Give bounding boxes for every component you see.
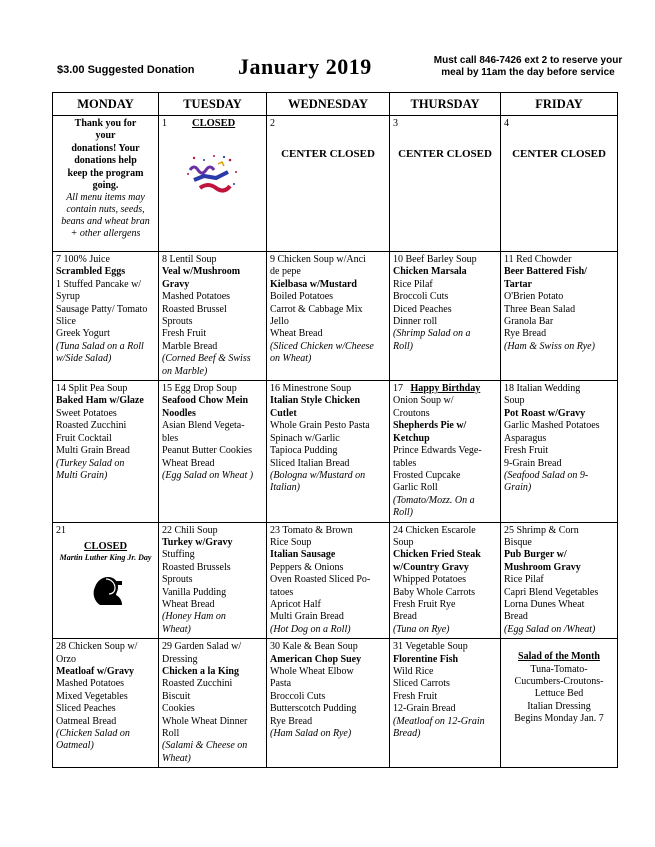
menu-item: Bread (504, 611, 528, 623)
menu-item: Seafood Chow Mein (162, 395, 249, 407)
menu-item: (Bologna w/Mustard on (270, 469, 366, 481)
menu-item: 31 Vegetable Soup (393, 641, 468, 653)
thanks-line: donations! Your (71, 142, 140, 154)
menu-item: Wheat Bread (270, 328, 323, 340)
menu-item: Butterscotch Pudding (270, 703, 357, 715)
menu-item: Multi Grain) (56, 469, 108, 481)
page-header (0, 0, 655, 92)
menu-item: Sprouts (162, 574, 193, 586)
salad-line: Begins Monday Jan. 7 (514, 713, 604, 725)
menu-item: Chicken a la King (162, 666, 239, 677)
menu-item: bles (162, 432, 179, 444)
happy-new-year-icon (184, 154, 240, 194)
menu-item: (Tuna Salad on a Roll (56, 340, 144, 352)
menu-item: 15 Egg Drop Soup (162, 383, 237, 395)
menu-item: 8 Lentil Soup (162, 254, 217, 265)
day-cell-14 (53, 381, 159, 522)
center-closed-label: CENTER CLOSED (512, 148, 606, 161)
menu-item: (Tomato/Mozz. On a (393, 494, 475, 506)
menu-item: Oven Roasted Sliced Po- (270, 574, 371, 586)
menu-item: Grain) (504, 482, 532, 494)
menu-item: Rye Bread (270, 715, 313, 727)
weekday-header: MONDAY (53, 93, 159, 116)
reservation-line: Must call 846-7426 ext 2 to reserve your (433, 55, 623, 66)
menu-item: Sliced Carrots (393, 678, 450, 690)
menu-item: 29 Garden Salad w/ (162, 641, 242, 653)
menu-item: Ketchup (393, 432, 430, 444)
menu-item: (Corned Beef & Swiss (162, 353, 251, 365)
birthday-label: Happy Birthday (410, 383, 481, 395)
menu-item: Soup (393, 536, 414, 548)
menu-item: Chicken Fried Steak (393, 549, 481, 561)
menu-item: Mashed Potatoes (56, 678, 125, 690)
day-number: 4 (504, 118, 509, 129)
day-cell-25 (501, 522, 618, 639)
day-cell-8 (159, 252, 267, 381)
weekday-header: WEDNESDAY (267, 93, 390, 116)
menu-item: Fresh Fruit (393, 690, 438, 702)
salad-of-the-month (504, 651, 614, 725)
menu-item: (Ham Salad on Rye) (270, 728, 352, 740)
menu-item: Baked Ham w/Glaze (56, 395, 144, 407)
menu-item: Fresh Fruit Rye (393, 598, 456, 610)
week-row (53, 639, 618, 768)
menu-item: (Turkey Salad on (56, 457, 125, 469)
menu-item: Beer Battered Fish/ (504, 266, 587, 278)
salad-line: Lettuce Bed (534, 688, 584, 700)
menu-item: Soup (504, 395, 525, 407)
holiday-name: Martin Luther King Jr. Day (59, 553, 152, 563)
menu-item: Tapioca Pudding (270, 445, 338, 457)
menu-item: (Chicken Salad on (56, 728, 130, 740)
thanks-line: going. (92, 180, 119, 192)
menu-item: Asian Blend Vegeta- (162, 420, 245, 432)
menu-item: Dinner roll (393, 316, 438, 328)
allergen-line: contain nuts, seeds, (66, 204, 145, 216)
menu-item: Roll) (393, 507, 413, 519)
week-row (53, 252, 618, 381)
menu-item: Whipped Potatoes (393, 574, 467, 586)
day-number: 2 (270, 118, 275, 129)
day-number: 17 (393, 383, 403, 395)
menu-item: Mixed Vegetables (56, 690, 128, 702)
menu-item: Oatmeal Bread (56, 715, 117, 727)
day-cell-31 (390, 639, 501, 768)
day-cell-7 (53, 252, 159, 381)
menu-item: Mashed Potatoes (162, 291, 231, 303)
day-cell-22 (159, 522, 267, 639)
thanks-line: keep the program (67, 167, 144, 179)
day-cell-1 (159, 116, 267, 252)
menu-item: Meatloaf w/Gravy (56, 666, 135, 677)
menu-item: Jello (270, 316, 289, 328)
menu-item: Fresh Fruit (162, 328, 207, 340)
day-cell-28 (53, 639, 159, 768)
menu-item: Croutons (393, 407, 430, 419)
menu-item: on Wheat) (270, 353, 312, 365)
menu-item: Boiled Potatoes (270, 291, 334, 303)
menu-item: Capri Blend Vegetables (504, 586, 599, 598)
menu-item: Bread (393, 611, 417, 623)
menu-item: 12-Grain Bread (393, 703, 456, 715)
menu-item: Sweet Potatoes (56, 407, 117, 419)
menu-item: Sliced Peaches (56, 703, 116, 715)
closed-heading (162, 118, 263, 130)
menu-item: Cutlet (270, 407, 297, 419)
thanks-line: donations help (74, 155, 137, 167)
menu-item: Roasted Brussel (162, 303, 227, 315)
allergen-line: beans and wheat bran (61, 216, 150, 228)
menu-item: Italian Style Chicken (270, 395, 361, 407)
menu-item: Roasted Zucchini (56, 420, 127, 432)
menu-item: Roasted Zucchini (162, 678, 233, 690)
menu-item: Dressing (162, 653, 198, 665)
day-cell-30 (267, 639, 390, 768)
menu-item: Kielbasa w/Mustard (270, 278, 357, 290)
suggested-donation: $3.00 Suggested Donation (57, 64, 195, 76)
menu-item: Whole Wheat Dinner (162, 715, 248, 727)
day-number: 1 (162, 118, 167, 129)
reservation-line: meal by 11am the day before service (441, 67, 615, 78)
birthday-heading (393, 383, 497, 395)
menu-item: 18 Italian Wedding (504, 383, 581, 395)
menu-item: O'Brien Potato (504, 291, 564, 303)
menu-item: 9 Chicken Soup w/Anci (270, 254, 366, 265)
menu-item: 7 100% Juice (56, 254, 110, 265)
menu-item: (Tuna on Rye) (393, 623, 450, 635)
week-row (53, 381, 618, 522)
menu-item: Wheat) (162, 623, 191, 635)
menu-item: Multi Grain Bread (56, 445, 130, 457)
menu-item: Asparagus (504, 432, 547, 444)
menu-item: (Honey Ham on (162, 611, 226, 623)
day-cell-24 (390, 522, 501, 639)
menu-item: Sausage Patty/ Tomato (56, 303, 148, 315)
menu-item: 1 Stuffed Pancake w/ (56, 278, 142, 290)
menu-item: (Ham & Swiss on Rye) (504, 340, 595, 352)
menu-item: Multi Grain Bread (270, 611, 344, 623)
menu-item: Baby Whole Carrots (393, 586, 476, 598)
allergen-line: + other allergens (70, 228, 141, 240)
menu-item: Vanilla Pudding (162, 586, 227, 598)
menu-item: Marble Bread (162, 340, 218, 352)
menu-item: Wheat Bread (162, 457, 215, 469)
menu-item: Prince Edwards Vege- (393, 445, 482, 457)
menu-item: Roll (162, 728, 180, 740)
menu-item: Spinach w/Garlic (270, 432, 340, 444)
menu-item: Florentine Fish (393, 653, 459, 665)
menu-item: Broccoli Cuts (270, 690, 326, 702)
menu-item: 14 Split Pea Soup (56, 383, 128, 395)
menu-item: Bisque (504, 536, 532, 548)
menu-item: (Meatloaf on 12-Grain (393, 715, 485, 727)
menu-item: Italian Sausage (270, 549, 336, 561)
menu-item: w/Country Gravy (393, 561, 469, 573)
menu-item: Sliced Italian Bread (270, 457, 350, 469)
day-cell-11 (501, 252, 618, 381)
day-cell-16 (267, 381, 390, 522)
menu-item: Peppers & Onions (270, 561, 344, 573)
menu-item: Shepherds Pie w/ (393, 420, 467, 432)
menu-item: Onion Soup w/ (393, 395, 454, 407)
menu-item: Lorna Dunes Wheat (504, 598, 585, 610)
menu-item: (Egg Salad on /Wheat) (504, 623, 596, 635)
menu-item: Bread) (393, 728, 421, 740)
menu-item: w/Side Salad) (56, 353, 112, 365)
menu-item: 28 Chicken Soup w/ (56, 641, 138, 653)
closed-label: CLOSED (192, 118, 236, 129)
menu-item: 23 Tomato & Brown (270, 524, 353, 536)
menu-item: Fresh Fruit (504, 445, 549, 457)
thanks-line: Thank you for (74, 118, 137, 129)
center-closed-label: CENTER CLOSED (281, 148, 375, 161)
menu-item: Roasted Brussels (162, 561, 231, 573)
menu-item: Pub Burger w/ (504, 549, 567, 561)
menu-item: Tartar (504, 278, 532, 290)
menu-item: Garlic Mashed Potatoes (504, 420, 600, 432)
menu-item: 16 Minestrone Soup (270, 383, 352, 395)
menu-item: Rice Pilaf (393, 278, 433, 290)
menu-item: Carrot & Cabbage Mix (270, 303, 363, 315)
weekday-header-row (53, 93, 618, 116)
menu-item: Granola Bar (504, 316, 554, 328)
week-row (53, 116, 618, 252)
menu-item: Whole Grain Pesto Pasta (270, 420, 370, 432)
day-cell-18 (501, 381, 618, 522)
reservation-note (418, 55, 638, 79)
menu-item: de pepe (270, 266, 301, 278)
menu-item: Diced Peaches (393, 303, 452, 315)
menu-item: (Seafood Salad on 9- (504, 469, 589, 481)
weekday-header: TUESDAY (159, 93, 267, 116)
menu-item: Wheat Bread (162, 598, 215, 610)
menu-item: Italian) (270, 482, 300, 494)
menu-item: Rice Pilaf (504, 574, 544, 586)
menu-item: tatoes (270, 586, 294, 598)
day-cell-23 (267, 522, 390, 639)
day-cell-2 (267, 116, 390, 252)
salad-line: Tuna-Tomato- (530, 663, 588, 675)
menu-item: (Hot Dog on a Roll) (270, 623, 351, 635)
menu-item: (Egg Salad on Wheat ) (162, 469, 254, 481)
day-cell-21 (53, 522, 159, 639)
menu-item: on Marble) (162, 365, 208, 377)
menu-item: Rye Bread (504, 328, 547, 340)
weekday-header: THURSDAY (390, 93, 501, 116)
day-number: 3 (393, 118, 398, 129)
day-cell-17 (390, 381, 501, 522)
menu-item: tables (393, 457, 417, 469)
menu-item: Orzo (56, 653, 76, 665)
menu-item: Slice (56, 316, 76, 328)
menu-item: (Sliced Chicken w/Cheese (270, 340, 374, 352)
menu-item: Turkey w/Gravy (162, 536, 233, 548)
salad-line: Cucumbers-Croutons- (514, 676, 604, 687)
page-title: January 2019 (238, 54, 372, 79)
menu-item: Frosted Cupcake (393, 469, 461, 481)
menu-item: (Salami & Cheese on (162, 740, 248, 752)
day-number: 21 (56, 524, 66, 536)
day-cell-3 (390, 116, 501, 252)
menu-item: Stuffing (162, 549, 195, 561)
menu-lines (393, 395, 497, 519)
menu-item: Veal w/Mushroom (162, 266, 241, 278)
day-cell-15 (159, 381, 267, 522)
menu-item: Pot Roast w/Gravy (504, 407, 586, 419)
menu-item: 10 Beef Barley Soup (393, 254, 477, 265)
menu-item: Cookies (162, 703, 195, 715)
menu-item: American Chop Suey (270, 653, 362, 665)
menu-calendar (52, 92, 618, 768)
weekday-header: FRIDAY (501, 93, 618, 116)
menu-item: 25 Shrimp & Corn (504, 524, 579, 536)
menu-item: Roll) (393, 340, 413, 352)
menu-item: Oatmeal) (56, 740, 94, 752)
allergen-line: All menu items may (66, 192, 145, 204)
menu-item: 22 Chili Soup (162, 524, 218, 536)
center-closed-label: CENTER CLOSED (398, 148, 492, 161)
day-cell-10 (390, 252, 501, 381)
menu-item: (Shrimp Salad on a (393, 328, 471, 340)
mlk-silhouette-icon (86, 567, 126, 607)
menu-item: Apricot Half (270, 598, 321, 610)
menu-item: 11 Red Chowder (504, 254, 572, 265)
closed-label: CLOSED (83, 540, 128, 552)
menu-item: Syrup (56, 291, 80, 303)
menu-item: Mushroom Gravy (504, 561, 581, 573)
menu-item: Gravy (162, 278, 190, 290)
menu-item: 30 Kale & Bean Soup (270, 641, 358, 653)
menu-item: Whole Wheat Elbow (270, 666, 354, 677)
salad-of-the-month-cell (501, 639, 618, 768)
day-cell-4 (501, 116, 618, 252)
menu-item: Garlic Roll (393, 482, 438, 494)
menu-item: Rice Soup (270, 536, 312, 548)
menu-item: Broccoli Cuts (393, 291, 449, 303)
menu-item: Sprouts (162, 316, 193, 328)
menu-item: 24 Chicken Escarole (393, 524, 476, 536)
week-row (53, 522, 618, 639)
menu-item: Noodles (162, 407, 196, 419)
salad-line: Italian Dressing (527, 700, 591, 712)
day-cell-9 (267, 252, 390, 381)
menu-item: Three Bean Salad (504, 303, 576, 315)
thanks-line: your (95, 130, 116, 142)
thanks-message (56, 118, 155, 192)
menu-item: Pasta (270, 678, 292, 690)
menu-item: Peanut Butter Cookies (162, 445, 252, 457)
menu-item: Greek Yogurt (56, 328, 110, 340)
menu-item: Wheat) (162, 752, 191, 764)
allergen-note (56, 192, 155, 240)
menu-item: Biscuit (162, 690, 191, 702)
menu-item: Fruit Cocktail (56, 432, 112, 444)
salad-title: Salad of the Month (518, 651, 600, 663)
menu-item: 9-Grain Bread (504, 457, 562, 469)
day-cell-thanks (53, 116, 159, 252)
menu-item: Chicken Marsala (393, 266, 467, 278)
holiday-block (56, 541, 155, 607)
menu-item: Scrambled Eggs (56, 266, 126, 278)
day-cell-29 (159, 639, 267, 768)
menu-item: Wild Rice (393, 666, 434, 677)
